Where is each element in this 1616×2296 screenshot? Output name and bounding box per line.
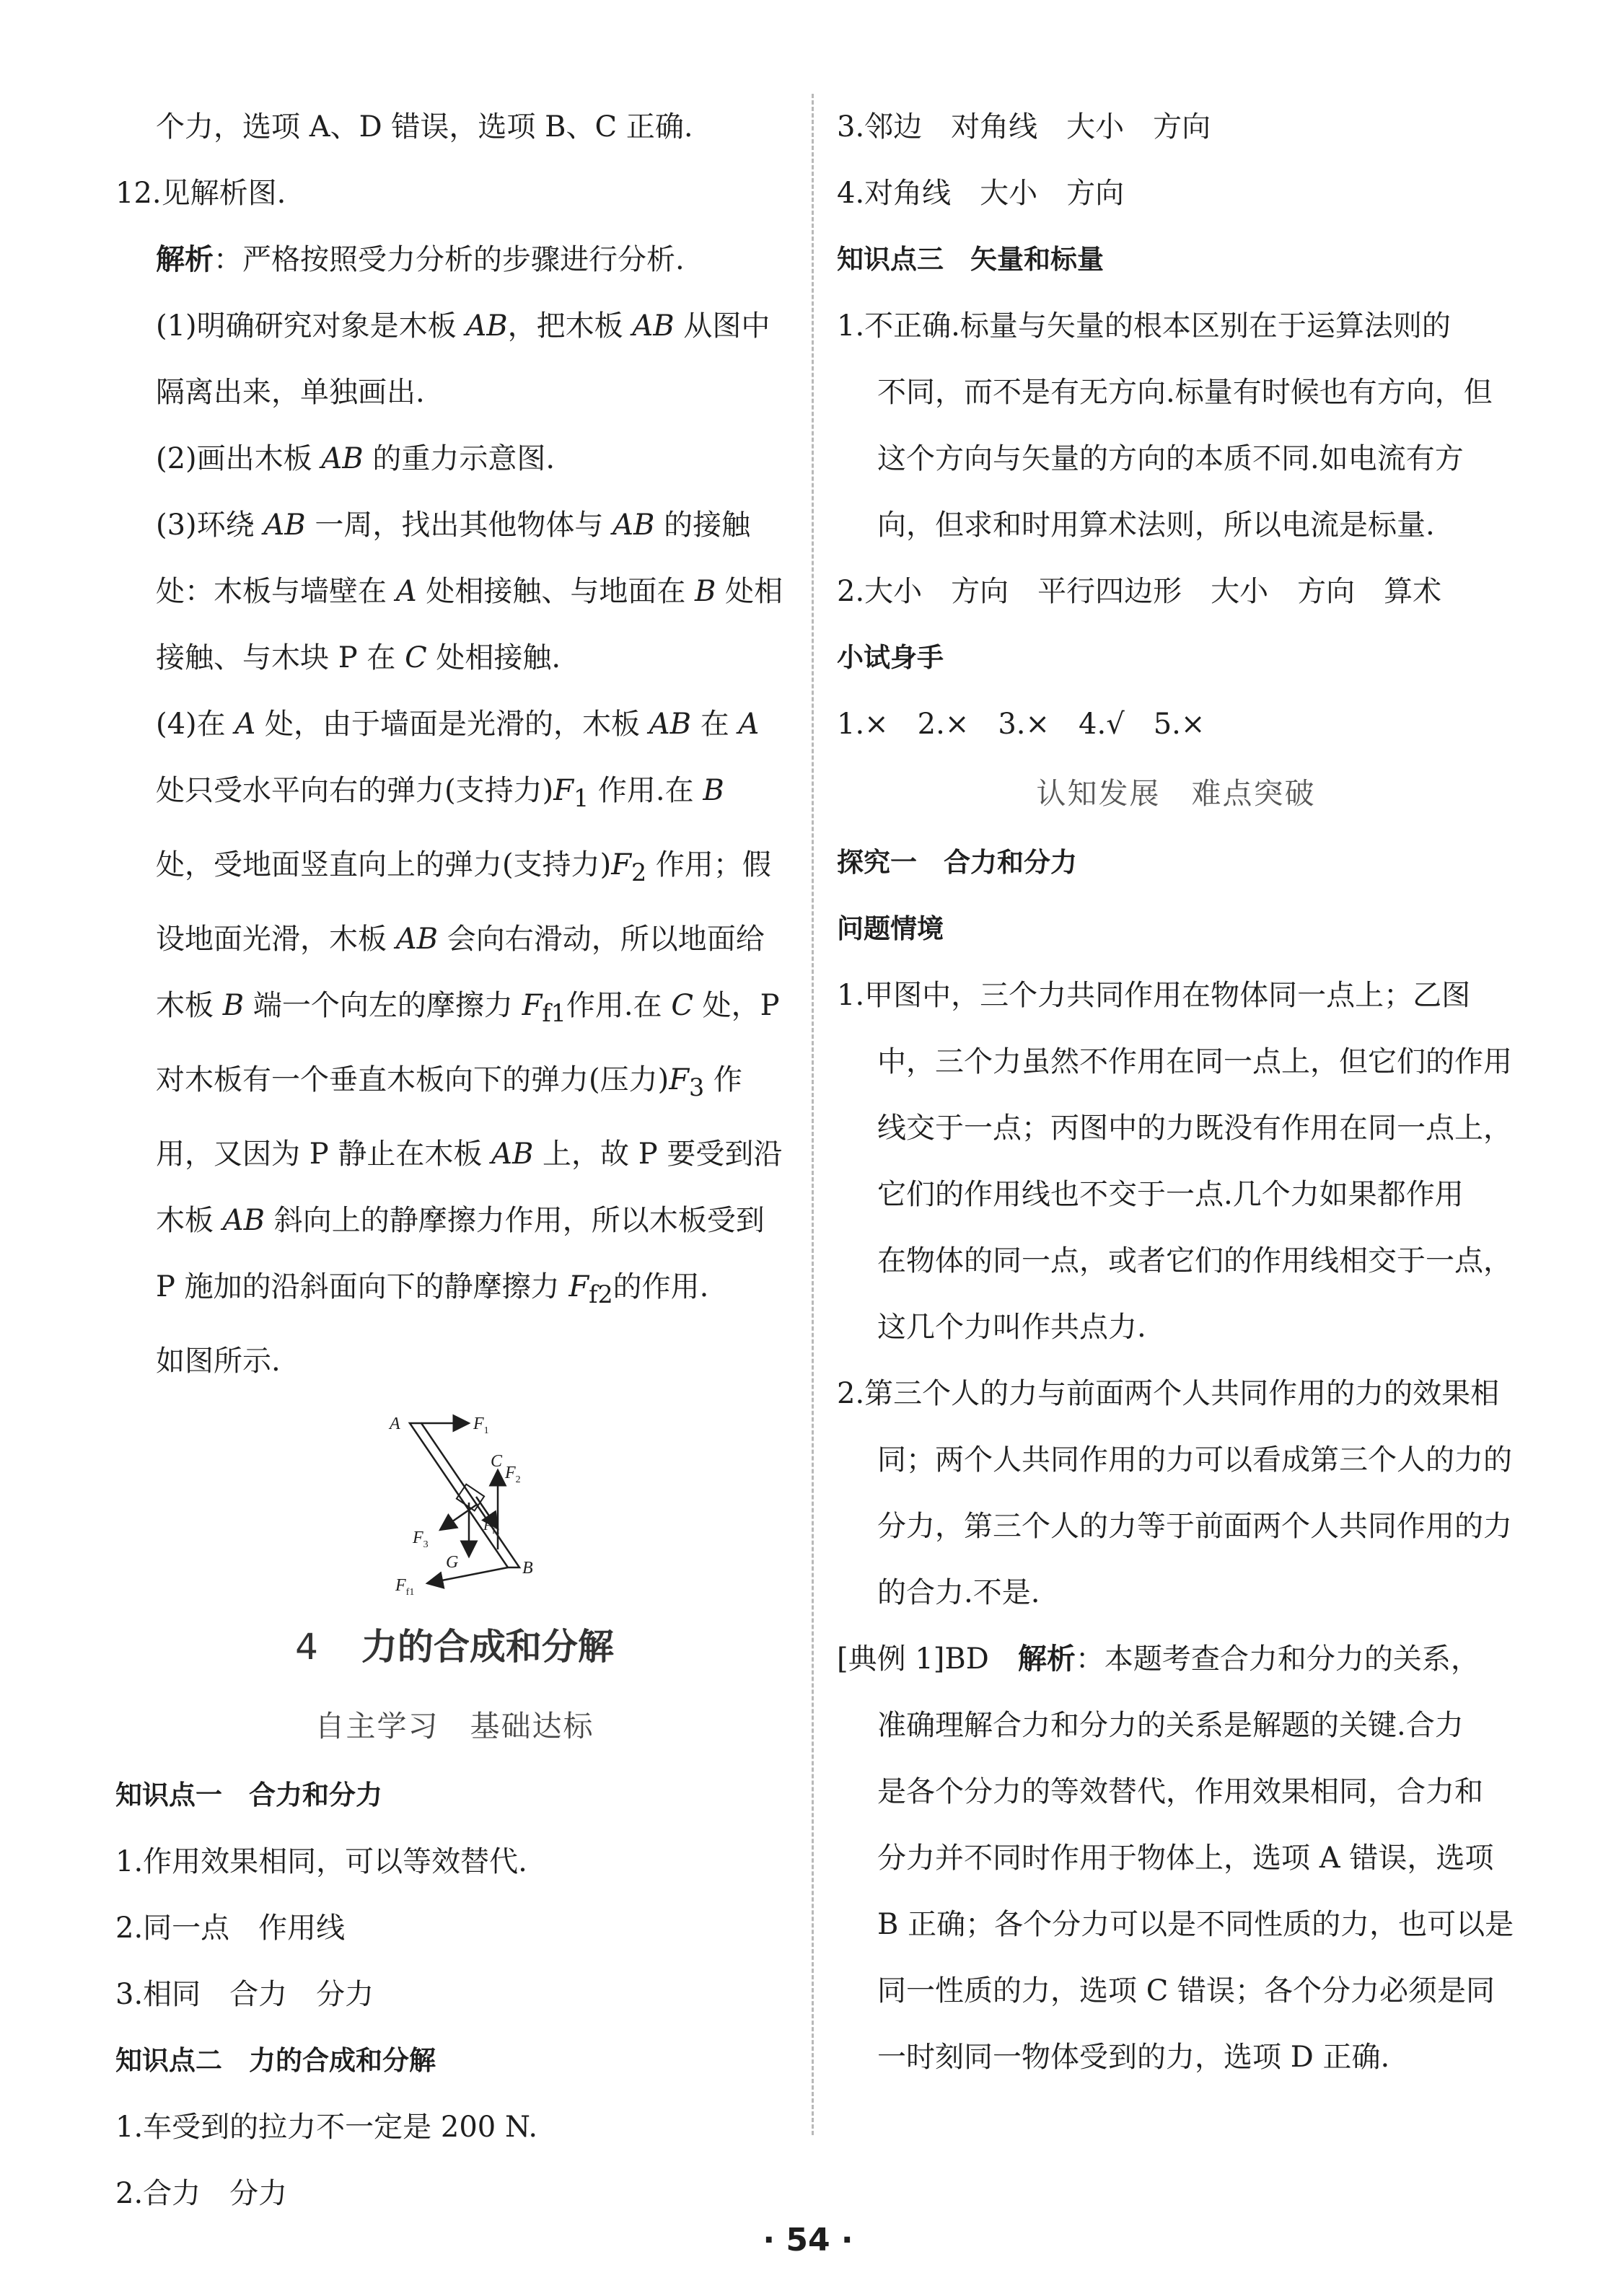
- text-line: (2)画出木板 AB 的重力示意图.: [156, 442, 556, 475]
- text-line: 同；两个人共同作用的力可以看成第三个人的力的: [877, 1443, 1512, 1477]
- text-line: 中，三个力虽然不作用在同一点上，但它们的作用: [877, 1045, 1512, 1078]
- text-line: 处：木板与墙壁在 A 处相接触、与地面在 B 处相: [156, 575, 783, 608]
- text-line: 是各个分力的等效替代，作用效果相同，合力和: [877, 1775, 1483, 1808]
- text-line: 分力，第三个人的力等于前面两个人共同作用的力: [877, 1510, 1512, 1543]
- text-line: 它们的作用线也不交于一点.几个力如果都作用: [877, 1178, 1464, 1211]
- section-heading: 自主学习 基础达标: [315, 1709, 594, 1743]
- problem-heading: 问题情境: [837, 913, 944, 944]
- text-line: 在物体的同一点，或者它们的作用线相交于一点，: [877, 1244, 1512, 1277]
- text-line: 处只受水平向右的弹力(支持力)$F_1$ 作用.在 B: [156, 774, 724, 812]
- page-number: · 54 ·: [763, 2222, 853, 2258]
- text-line: 设地面光滑，木板 AB 会向右滑动，所以地面给: [156, 923, 765, 956]
- column-divider: [812, 94, 814, 2135]
- text-line: 如图所示.: [156, 1345, 281, 1378]
- label-f3: $F_3$: [413, 1529, 429, 1550]
- right-column: [837, 94, 1515, 2090]
- label-a: A: [390, 1415, 400, 1433]
- text-line: 线交于一点；丙图中的力既没有作用在同一点上，: [877, 1112, 1512, 1145]
- answer-12: 12.见解析图.: [115, 177, 286, 210]
- text-line: 1.作用效果相同，可以等效替代.: [115, 1845, 527, 1878]
- analysis-intro: 解析：严格按照受力分析的步骤进行分析.: [156, 243, 685, 276]
- text-line: 对木板有一个垂直木板向下的弹力(压力)$F_3$ 作: [156, 1063, 742, 1101]
- text-line: 3.相同 合力 分力: [115, 1978, 374, 2011]
- label-f2: $F_2$: [505, 1464, 521, 1485]
- example-line: [典例 1]BD 解析：本题考查合力和分力的关系，: [837, 1642, 1480, 1676]
- text-line: 分力并不同时作用于物体上，选项 A 错误，选项: [877, 1842, 1494, 1875]
- text-line: 4.对角线 大小 方向: [837, 177, 1125, 210]
- text-line: 向，但求和时用算术法则，所以电流是标量.: [877, 509, 1435, 542]
- text-line: 准确理解合力和分力的关系是解题的关键.合力: [877, 1709, 1464, 1742]
- quiz-answers: 1.× 2.× 3.× 4.√ 5.×: [837, 708, 1206, 741]
- text-line: (4)在 A 处，由于墙面是光滑的，木板 AB 在 A: [156, 708, 760, 741]
- example-label: [典例 1]BD: [837, 1642, 989, 1676]
- text-line: (1)明确研究对象是木板 AB，把木板 AB 从图中: [156, 309, 770, 343]
- force-diagram: [115, 1394, 794, 1604]
- text-line: 2.合力 分力: [115, 2177, 288, 2210]
- label-ff1: $F_{f1}$: [395, 1576, 415, 1598]
- analysis-label: 解析: [156, 243, 214, 276]
- text-line: 2.同一点 作用线: [115, 1912, 346, 1945]
- label-g: G: [446, 1553, 459, 1572]
- text-line: 木板 AB 斜向上的静摩擦力作用，所以木板受到: [156, 1204, 765, 1237]
- text-line: 1.车受到的拉力不一定是 200 N.: [115, 2111, 538, 2144]
- knowledge-point-2: 知识点二 力的合成和分解: [115, 2045, 436, 2076]
- text-line: 1.不正确.标量与矢量的根本区别在于运算法则的: [837, 309, 1451, 343]
- text-line: 用，又因为 P 静止在木板 AB 上，故 P 要受到沿: [156, 1138, 783, 1171]
- text-line: 木板 B 端一个向左的摩擦力 $F_{f1}$作用.在 C 处，P: [156, 989, 780, 1027]
- label-ff2: $F_{f2}$: [483, 1518, 500, 1536]
- text-line: 3.邻边 对角线 大小 方向: [837, 110, 1211, 144]
- knowledge-point-1: 知识点一 合力和分力: [115, 1780, 382, 1811]
- text-line: 不同，而不是有无方向.标量有时候也有方向，但: [877, 376, 1493, 409]
- text-line: 隔离出来，单独画出.: [156, 376, 425, 409]
- chapter-title: 4 力的合成和分解: [295, 1626, 614, 1668]
- label-b: B: [522, 1559, 533, 1578]
- section-heading: 认知发展 难点突破: [1036, 776, 1316, 811]
- text-line: 这个方向与矢量的方向的本质不同.如电流有方: [877, 442, 1464, 475]
- text-line: 1.甲图中，三个力共同作用在物体同一点上；乙图: [837, 979, 1471, 1012]
- inquiry-heading: 探究一 合力和分力: [837, 847, 1077, 878]
- text-line: 处，受地面竖直向上的弹力(支持力)$F_2$ 作用；假: [156, 848, 771, 887]
- text-line: P 施加的沿斜面向下的静摩擦力 $F_{f2}$的作用.: [156, 1270, 709, 1308]
- text-line: (3)环绕 AB 一周，找出其他物体与 AB 的接触: [156, 509, 751, 542]
- label-f1: $F_1$: [473, 1415, 489, 1436]
- label-c: C: [491, 1452, 503, 1471]
- text-line: 2.第三个人的力与前面两个人共同作用的力的效果相: [837, 1377, 1500, 1410]
- text-line: 一时刻同一物体受到的力，选项 D 正确.: [877, 2041, 1390, 2074]
- text-line: 同一性质的力，选项 C 错误；各个分力必须是同: [877, 1974, 1496, 2007]
- text-line: 个力，选项 A、D 错误，选项 B、C 正确.: [156, 110, 693, 144]
- text-line: 这几个力叫作共点力.: [877, 1311, 1146, 1344]
- text-line: 接触、与木块 P 在 C 处相接触.: [156, 641, 561, 674]
- text-line: B 正确；各个分力可以是不同性质的力，也可以是: [877, 1908, 1514, 1941]
- analysis-label: 解析: [1017, 1642, 1076, 1676]
- knowledge-point-3: 知识点三 矢量和标量: [837, 244, 1104, 275]
- quiz-heading: 小试身手: [837, 642, 944, 673]
- text-line: 2.大小 方向 平行四边形 大小 方向 算术: [837, 575, 1442, 608]
- left-column: [115, 94, 794, 2227]
- text-line: 的合力.不是.: [877, 1576, 1040, 1609]
